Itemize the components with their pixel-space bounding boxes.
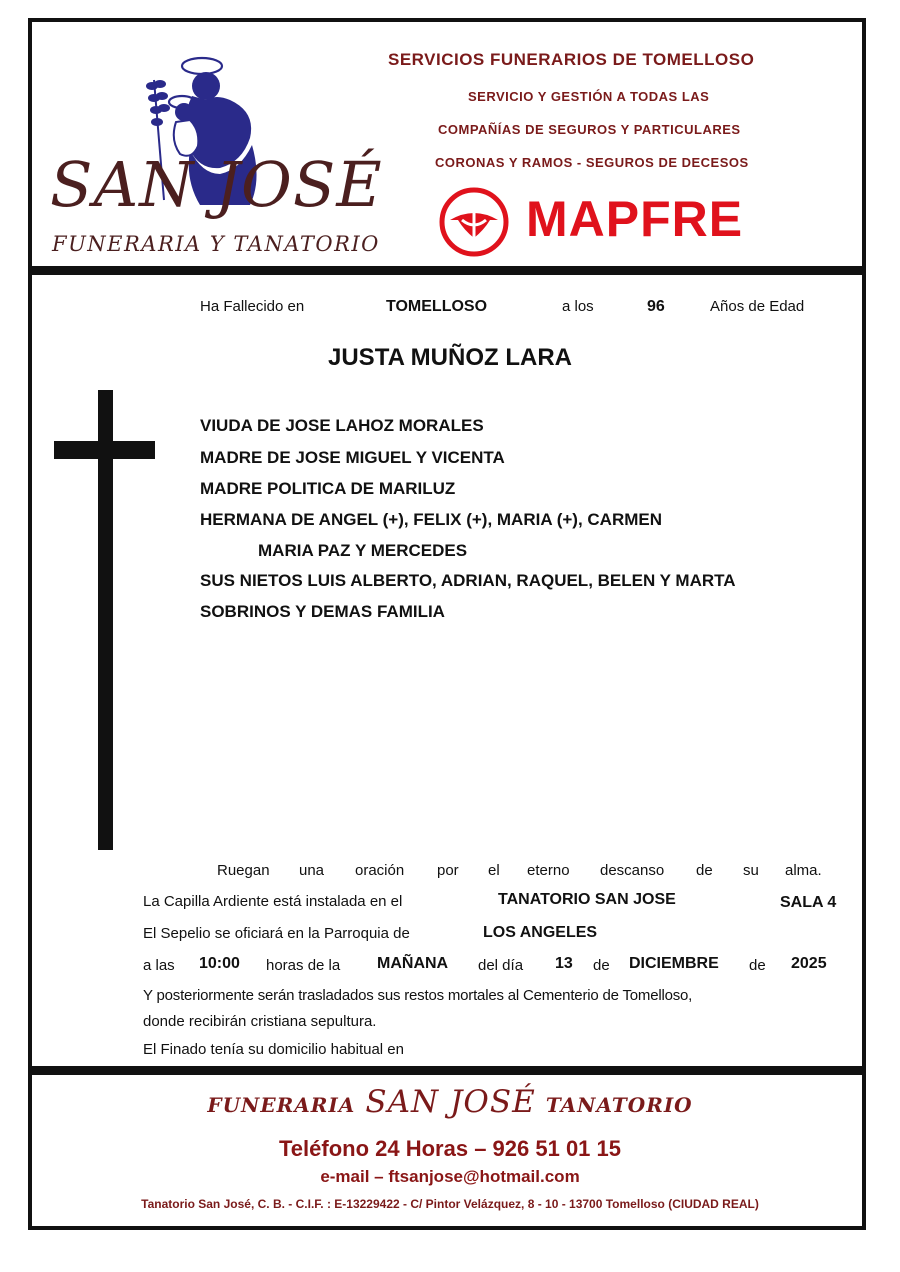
footer-address: Tanatorio San José, C. B. - C.I.F. : E-13229422 - C/ Pintor Velázquez, 8 - 10 - 13700 Tomelloso (CIUDAD REAL) [141,1197,759,1211]
family-line: SOBRINOS Y DEMAS FAMILIA [200,602,445,621]
prayer-word: alma. [785,862,822,879]
header-divider [28,266,866,275]
age-suffix: Años de Edad [710,298,805,315]
intro-prefix: Ha Fallecido en [200,298,305,315]
family-line: SUS NIETOS LUIS ALBERTO, ADRIAN, RAQUEL, BELEN Y MARTA [200,571,736,590]
footer-brand-left: FUNERARIA [207,1093,356,1117]
header-line-3: CORONAS Y RAMOS - SEGUROS DE DECESOS [435,155,749,170]
prayer-word: Ruegan [217,862,270,879]
service-month: DICIEMBRE [629,955,719,972]
time-prefix: a las [143,957,175,974]
prayer-word: el [488,862,500,879]
service-daypart: MAÑANA [377,955,449,972]
year-prefix: de [749,957,766,974]
mapfre-wordmark: MAPFRE [526,191,744,247]
month-prefix: de [593,957,610,974]
family-line: MARIA PAZ Y MERCEDES [258,541,468,560]
service-year: 2025 [791,955,827,972]
chapel-prefix: La Capilla Ardiente está instalada en el [143,893,403,910]
chapel-room: SALA 4 [780,894,837,911]
parish-name: LOS ANGELES [483,924,598,941]
header-title: SERVICIOS FUNERARIOS DE TOMELLOSO [388,50,755,69]
prayer-word: descanso [600,862,665,879]
residence-line: El Finado tenía su domicilio habitual en [143,1041,404,1058]
family-line: HERMANA DE ANGEL (+), FELIX (+), MARIA (+), CARMEN [200,510,662,529]
prayer-word: por [437,862,459,879]
footer-phone: Teléfono 24 Horas – 926 51 01 15 [279,1136,621,1161]
transfer-line-2: donde recibirán cristiana sepultura. [143,1013,377,1030]
cross-bar [54,441,155,459]
brand-subtitle: FUNERARIA Y TANATORIO [52,232,380,256]
place-of-death: TOMELLOSO [386,298,488,315]
prayer-word: oración [355,862,405,879]
header-line-2: COMPAÑÍAS DE SEGUROS Y PARTICULARES [438,122,741,137]
footer-divider [28,1066,866,1075]
footer-email: e-mail – ftsanjose@hotmail.com [320,1167,580,1186]
burial-prefix: El Sepelio se oficiará en la Parroquia de [143,925,410,942]
header-line-1: SERVICIO Y GESTIÓN A TODAS LAS [468,89,710,104]
cross-icon [98,390,113,850]
prayer-word: su [743,862,759,879]
time-mid: horas de la [266,957,341,974]
age-value: 96 [647,298,665,315]
footer-brand [0,1084,900,1120]
footer-brand-center: SAN JOSÉ [365,1084,536,1120]
prayer-word: una [299,862,325,879]
deceased-name: JUSTA MUÑOZ LARA [328,344,572,371]
chapel-name: TANATORIO SAN JOSE [498,891,676,908]
family-line: VIUDA DE JOSE LAHOZ MORALES [200,416,484,435]
day-prefix: del día [478,957,524,974]
footer-brand-right: TANATORIO [545,1093,693,1117]
transfer-line-1: Y posteriormente serán trasladados sus restos mortales al Cementerio de Tomelloso, [143,987,693,1004]
service-time: 10:00 [199,955,240,972]
prayer-word: eterno [527,862,570,879]
family-line: MADRE POLITICA DE MARILUZ [200,479,456,498]
age-prefix: a los [562,298,594,315]
service-day: 13 [555,955,573,972]
mapfre-logo-icon [438,186,510,258]
prayer-word: de [696,862,713,879]
family-line: MADRE DE JOSE MIGUEL Y VICENTA [200,448,505,467]
brand-name: SAN JOSÉ [50,148,383,221]
